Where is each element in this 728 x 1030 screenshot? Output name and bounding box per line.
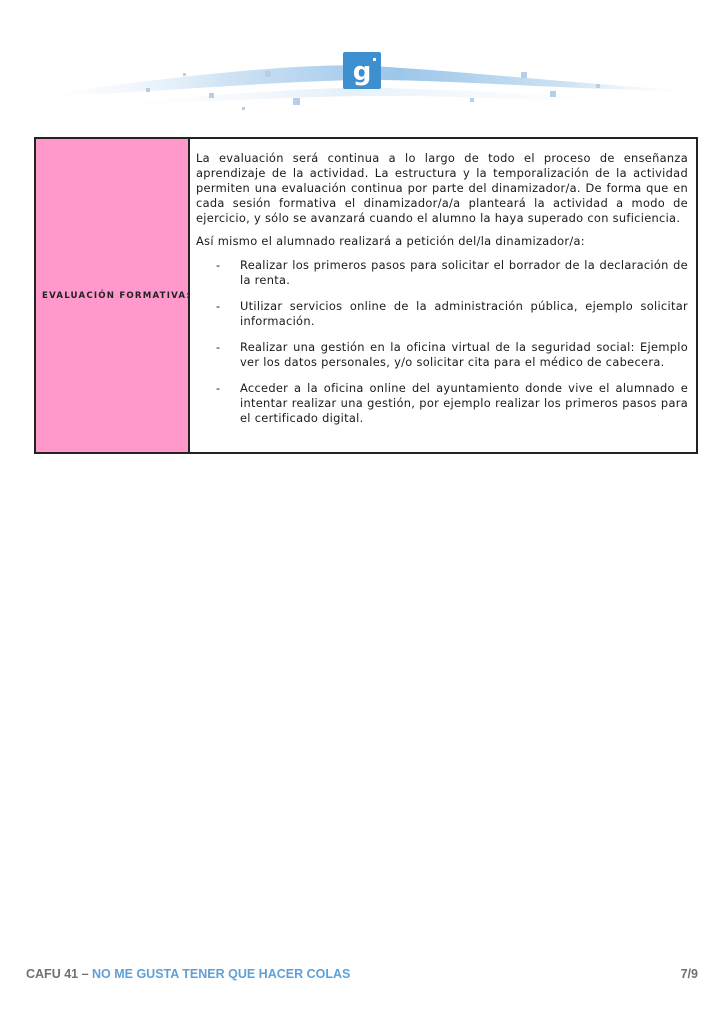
bullet-marker: - [216,381,221,395]
list-item [196,381,688,426]
evaluation-label: EVALUACIÓN FORMATIVA: [42,290,192,301]
table-label-cell [36,139,190,452]
footer-code: CAFU 41 – [26,967,92,981]
list-item-text: Realizar una gestión en la oficina virtual de la seguridad social: Ejemplo ver los datos personales, y/o solicitar cita para el médico de cabecera. [240,340,688,369]
evaluation-table [34,137,698,454]
evaluation-intro: Así mismo el alumnado realizará a petición del/la dinamizador/a: [196,234,585,248]
logo-letter: g [352,57,372,87]
bullet-marker: - [216,299,221,313]
task-list [196,258,688,426]
list-item-text: Acceder a la oficina online del ayuntamiento donde vive el alumnado e intentar realizar una gestión, por ejemplo realizar los primeros pasos para el certificado digital. [240,381,688,425]
footer-title: NO ME GUSTA TENER QUE HACER COLAS [92,967,351,981]
list-item [196,258,688,288]
list-item-text: Utilizar servicios online de la administración pública, ejemplo solicitar información. [240,299,688,328]
list-item [196,340,688,370]
table-content-cell [190,139,696,452]
list-item [196,299,688,329]
header-banner [0,0,728,130]
page-number: 7/9 [680,967,698,981]
bullet-marker: - [216,340,221,354]
logo-icon [343,52,381,89]
page-footer [26,967,698,985]
list-item-text: Realizar los primeros pasos para solicitar el borrador de la declaración de la renta. [240,258,688,287]
evaluation-paragraph: La evaluación será continua a lo largo de todo el proceso de enseñanza aprendizaje de la actividad. La estructura y la temporalización de la actividad permiten una evaluación continua por parte del dinamizador/a. De forma que en cada sesión formativa el dinamizador/a/a planteará la actividad a modo de ejercicio, y sólo se avanzará cuando el alumno la haya superado con suficiencia. [196,151,688,225]
bullet-marker: - [216,258,221,272]
